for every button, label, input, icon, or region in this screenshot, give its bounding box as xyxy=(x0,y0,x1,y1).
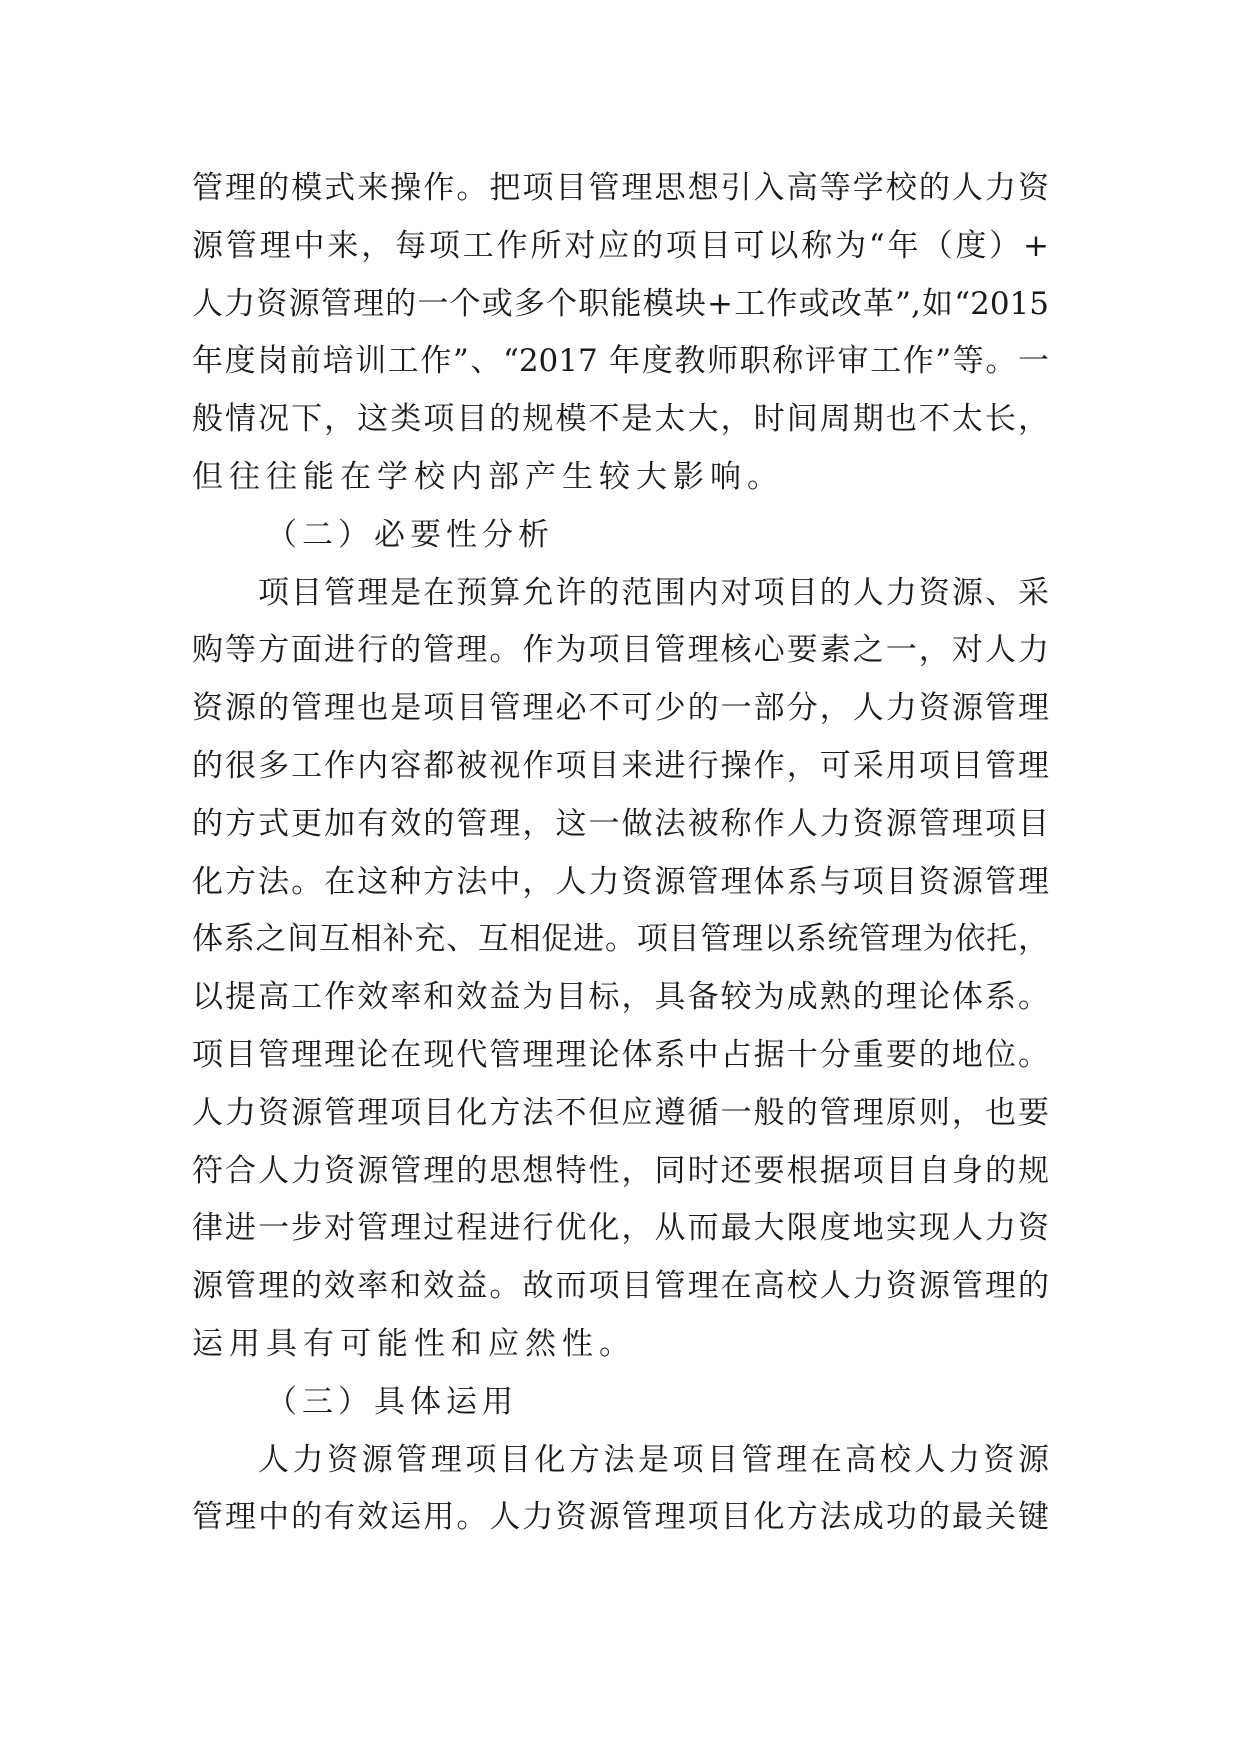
paragraph xyxy=(192,160,1049,507)
text-line: 以提高工作效率和效益为目标，具备较为成熟的理论体系。 xyxy=(192,979,1049,1016)
text-line: 人力资源管理的一个或多个职能模块+工作或改革”,如“2015 xyxy=(192,285,1049,322)
paragraph xyxy=(192,565,1049,1374)
section-heading xyxy=(192,507,1049,565)
text-line: 人力资源管理项目化方法是项目管理在高校人力资源 xyxy=(258,1441,1049,1478)
heading-text: （三）具体运用 xyxy=(266,1383,518,1420)
text-line: 的方式更加有效的管理，这一做法被称作人力资源管理项目 xyxy=(192,805,1049,842)
text-line: 般情况下，这类项目的规模不是太大，时间周期也不太长， xyxy=(192,401,1049,438)
text-line: 的很多工作内容都被视作项目来进行操作，可采用项目管理 xyxy=(192,747,1049,784)
paragraph xyxy=(192,1432,1049,1548)
text-line: 人力资源管理项目化方法不但应遵循一般的管理原则，也要 xyxy=(192,1094,1049,1131)
text-line: 符合人力资源管理的思想特性，同时还要根据项目自身的规 xyxy=(192,1152,1049,1189)
text-line: 律进一步对管理过程进行优化，从而最大限度地实现人力资 xyxy=(192,1210,1049,1247)
text-line: 源管理的效率和效益。故而项目管理在高校人力资源管理的 xyxy=(192,1268,1049,1305)
text-line: 体系之间互相补充、互相促进。项目管理以系统管理为依托， xyxy=(192,921,1049,958)
text-line: 但往往能在学校内部产生较大影响。 xyxy=(192,458,784,495)
section-heading xyxy=(192,1374,1049,1432)
text-line: 管理中的有效运用。人力资源管理项目化方法成功的最关键 xyxy=(192,1499,1049,1536)
text-line: 项目管理是在预算允许的范围内对项目的人力资源、采 xyxy=(258,574,1049,611)
text-line: 源管理中来，每项工作所对应的项目可以称为“年（度）+ xyxy=(192,227,1049,264)
text-line: 管理的模式来操作。把项目管理思想引入高等学校的人力资 xyxy=(192,170,1049,206)
text-line: 年度岗前培训工作”、“2017 年度教师职称评审工作”等。一 xyxy=(192,343,1049,380)
heading-text: （二）必要性分析 xyxy=(266,516,554,553)
text-line: 项目管理理论在现代管理理论体系中占据十分重要的地位。 xyxy=(192,1036,1049,1073)
text-line: 化方法。在这种方法中，人力资源管理体系与项目资源管理 xyxy=(192,863,1049,900)
text-line: 运用具有可能性和应然性。 xyxy=(192,1325,636,1362)
text-line: 资源的管理也是项目管理必不可少的一部分，人力资源管理 xyxy=(192,690,1049,727)
text-line: 购等方面进行的管理。作为项目管理核心要素之一，对人力 xyxy=(192,632,1049,669)
